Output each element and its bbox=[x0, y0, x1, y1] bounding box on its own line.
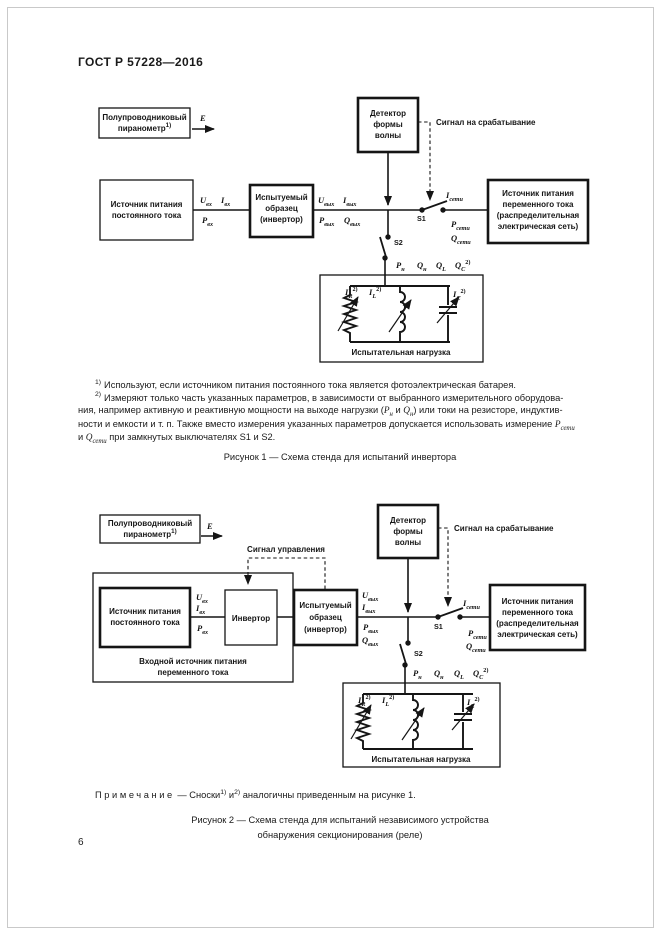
label-U-out: $U_{вых}$ bbox=[318, 195, 335, 208]
ac-source-block bbox=[490, 585, 585, 650]
footnote-2-line1: $^{2)}$ Измеряют только часть указанных параметров, в зависимости от выбранного измерительного оборудова- bbox=[95, 391, 564, 403]
page-number: 6 bbox=[78, 837, 84, 848]
switch-s1 bbox=[434, 608, 463, 631]
pyranometer-block bbox=[100, 515, 200, 543]
figure2-caption-line2: обнаружения секционирования (реле) bbox=[257, 829, 423, 840]
figure2-diagram bbox=[60, 500, 620, 790]
label-U-out: $U_{вых}$ bbox=[362, 590, 379, 603]
trigger-dashed-line bbox=[418, 122, 430, 200]
detector-label-line1: Детектор bbox=[389, 516, 427, 525]
label-I-grid: $I_{сети}$ bbox=[463, 598, 480, 611]
label-Q-grid: $Q_{сети}$ bbox=[451, 233, 471, 246]
label-I-C: $I_C^{2)}$ bbox=[467, 696, 480, 710]
dc-source-block bbox=[100, 180, 193, 240]
label-P-grid: $P_{сети}$ bbox=[451, 219, 470, 232]
pyranometer-label-line2: пиранометр$^{1)}$ bbox=[117, 122, 172, 133]
trigger-signal bbox=[418, 118, 536, 200]
label-Q-C: $Q_C^{2)}$ bbox=[473, 667, 489, 681]
inductor-variable-arrow bbox=[389, 300, 411, 332]
s2-node-top bbox=[405, 640, 410, 645]
label-I-out: $I_{вых}$ bbox=[343, 195, 357, 208]
output-measurement-labels bbox=[318, 195, 360, 228]
ac-source-block bbox=[488, 180, 588, 243]
detector-label-line2: формы bbox=[393, 527, 423, 536]
pyranometer-label-line2: пиранометр$^{1)}$ bbox=[123, 528, 177, 539]
label-U-in: $U_{вх}$ bbox=[200, 195, 212, 208]
dc-source-label-line1: Источник питания bbox=[109, 607, 181, 616]
detector-label-line1: Детектор bbox=[369, 109, 407, 118]
standard-number-heading: ГОСТ Р 57228—2016 bbox=[78, 55, 204, 69]
ac-source-label-line1: Источник питания bbox=[502, 189, 574, 198]
label-P-grid: $P_{сети}$ bbox=[468, 628, 487, 641]
dut-block bbox=[294, 590, 357, 645]
inductor-symbol bbox=[413, 694, 418, 749]
label-I-in: $I_{вх}$ bbox=[221, 195, 231, 208]
detector-label-line2: формы bbox=[373, 120, 403, 129]
trigger-signal-label: Сигнал на срабатывание bbox=[454, 524, 554, 533]
s2-label: S2 bbox=[394, 238, 403, 247]
load-power-labels bbox=[396, 259, 470, 273]
output-measurement-labels bbox=[361, 590, 378, 648]
s2-node-top bbox=[385, 234, 390, 239]
s1-node-right bbox=[457, 614, 462, 619]
footnote-2-line3: ности и емкости и т. п. Также вместо измерения указанных параметров допускается использовать измерение $P_{сети}$ bbox=[78, 418, 575, 432]
dut-label-line2: образец bbox=[265, 204, 298, 213]
ac-source-label-line1: Источник питания bbox=[501, 597, 574, 606]
symbol-E: E bbox=[200, 113, 206, 123]
label-Q-grid: $Q_{сети}$ bbox=[466, 641, 486, 654]
load-power-labels bbox=[413, 667, 488, 681]
inductor-variable-arrow bbox=[402, 708, 424, 740]
dut-label-line2: образец bbox=[309, 613, 342, 622]
label-I-R: $I_R^{2)}$ bbox=[358, 694, 371, 708]
label-U-in: $U_{вх}$ bbox=[196, 592, 208, 605]
trigger-dashed-line bbox=[438, 528, 448, 606]
label-Q-load: $Q_н$ bbox=[417, 260, 427, 273]
footnote-2-line2: ния, например активную и реактивную мощности на выходе нагрузки ($P_н$ и $Q_н$) или токи на резисторе, индуктив- bbox=[78, 405, 563, 418]
ac-source-label-line2: переменного тока bbox=[502, 608, 573, 617]
waveform-detector-block bbox=[358, 98, 418, 205]
test-load-caption: Испытательная нагрузка bbox=[351, 348, 451, 357]
dut-label-line3: (инвертор) bbox=[260, 215, 303, 224]
input-source-label-line1: Входной источник питания bbox=[139, 657, 247, 666]
figure1-diagram bbox=[60, 90, 620, 370]
detector-label-line3: волны bbox=[374, 131, 402, 140]
s2-blade bbox=[380, 237, 386, 257]
dc-source-label-line2: постоянного тока bbox=[111, 211, 182, 220]
irradiance-output bbox=[201, 521, 222, 536]
ac-source-label-line3: (распределительная bbox=[496, 619, 579, 628]
s2-label: S2 bbox=[414, 649, 423, 658]
figure1-caption: Рисунок 1 — Схема стенда для испытаний инвертора bbox=[223, 452, 457, 462]
pyranometer-label-line1: Полупроводниковый bbox=[102, 113, 187, 122]
input-measurement-labels bbox=[200, 195, 230, 228]
grid-measurement-labels bbox=[462, 598, 487, 654]
label-P-load: $P_н$ bbox=[396, 260, 405, 273]
footnote-2-mark: 2) bbox=[95, 391, 102, 399]
label-I-L: $I_L^{2)}$ bbox=[382, 694, 395, 708]
switch-s1 bbox=[417, 201, 447, 223]
control-signal-label: Сигнал управления bbox=[247, 545, 325, 554]
inverter-label: Инвертор bbox=[231, 614, 271, 623]
footnotes-block bbox=[78, 379, 600, 445]
input-ac-source-group bbox=[93, 573, 293, 682]
note-label: Примечание bbox=[95, 790, 175, 800]
note-line: Примечание — Сноски$^{1)}$ $и^{2)}$ аналогичны приведенным на рисунке 1. bbox=[95, 788, 416, 800]
label-I-in: $I_{вх}$ bbox=[196, 603, 206, 616]
footnote-1-text: Используют, если источником питания постоянного тока является фотоэлектрическая батарея. bbox=[104, 380, 516, 390]
label-Q-load: $Q_н$ bbox=[434, 668, 444, 681]
symbol-E: E bbox=[207, 521, 213, 531]
figure2-caption-line1: Рисунок 2 — Схема стенда для испытаний независимого устройства bbox=[191, 815, 489, 825]
dc-source-label-line2: постоянного тока bbox=[110, 618, 180, 627]
irradiance-output bbox=[192, 113, 214, 129]
s2-blade bbox=[400, 644, 406, 664]
trigger-signal-label: Сигнал на срабатывание bbox=[436, 118, 536, 127]
footnote-1 bbox=[78, 379, 600, 392]
test-load-block bbox=[343, 683, 500, 767]
label-P-out: $P_{вых}$ bbox=[319, 215, 335, 228]
s1-label: S1 bbox=[434, 622, 443, 631]
dc-source-box bbox=[100, 180, 193, 240]
input-measurement-labels bbox=[195, 592, 208, 636]
test-load-block bbox=[320, 275, 483, 362]
ac-source-label-line3: (распределительная bbox=[496, 211, 580, 220]
ac-source-label-line4: электрическая сеть) bbox=[497, 222, 579, 231]
pyranometer-label-line1: Полупроводниковый bbox=[107, 519, 193, 528]
label-P-load: $P_н$ bbox=[413, 668, 422, 681]
label-Q-L: $Q_L$ bbox=[436, 260, 446, 273]
label-P-in: $P_{вх}$ bbox=[202, 215, 214, 228]
pyranometer-block bbox=[99, 108, 190, 138]
dut-label-line3: (инвертор) bbox=[304, 625, 347, 634]
trigger-signal bbox=[438, 524, 554, 606]
dut-label-line1: Испытуемый bbox=[299, 601, 352, 610]
label-I-R: $I_R^{2)}$ bbox=[345, 286, 358, 300]
footnote-1-mark: 1) bbox=[95, 378, 102, 386]
grid-measurement-labels bbox=[445, 190, 471, 246]
ac-source-box bbox=[490, 585, 585, 650]
dut-block bbox=[250, 185, 313, 237]
s1-node-right bbox=[440, 207, 445, 212]
label-Q-C: $Q_C^{2)}$ bbox=[455, 259, 471, 273]
dut-label-line1: Испытуемый bbox=[255, 193, 308, 202]
dc-source-label-line1: Источник питания bbox=[110, 200, 183, 209]
label-Q-out: $Q_{вых}$ bbox=[362, 635, 379, 648]
ac-source-label-line4: электрическая сеть) bbox=[497, 630, 578, 639]
s1-label: S1 bbox=[417, 214, 426, 223]
detector-label-line3: волны bbox=[394, 538, 422, 547]
label-Q-out: $Q_{вых}$ bbox=[344, 215, 361, 228]
label-P-in: $P_{вх}$ bbox=[197, 623, 209, 636]
ac-source-label-line2: переменного тока bbox=[502, 200, 574, 209]
footnote-2-line4: и $Q_{сети}$ при замкнутых выключателях S1 и S2. bbox=[78, 432, 276, 445]
label-P-out: $P_{вых}$ bbox=[363, 622, 379, 635]
input-source-label-line2: переменного тока bbox=[157, 668, 229, 677]
control-signal bbox=[247, 545, 325, 589]
label-Q-L: $Q_L$ bbox=[454, 668, 464, 681]
label-I-grid: $I_{сети}$ bbox=[446, 190, 463, 203]
waveform-detector-block bbox=[378, 505, 438, 612]
label-I-C: $I_C^{2)}$ bbox=[453, 288, 466, 302]
test-load-caption: Испытательная нагрузка bbox=[371, 755, 471, 764]
label-I-L: $I_L^{2)}$ bbox=[369, 286, 382, 300]
figure2-caption bbox=[60, 813, 620, 842]
label-I-out: $I_{вых}$ bbox=[362, 602, 376, 615]
